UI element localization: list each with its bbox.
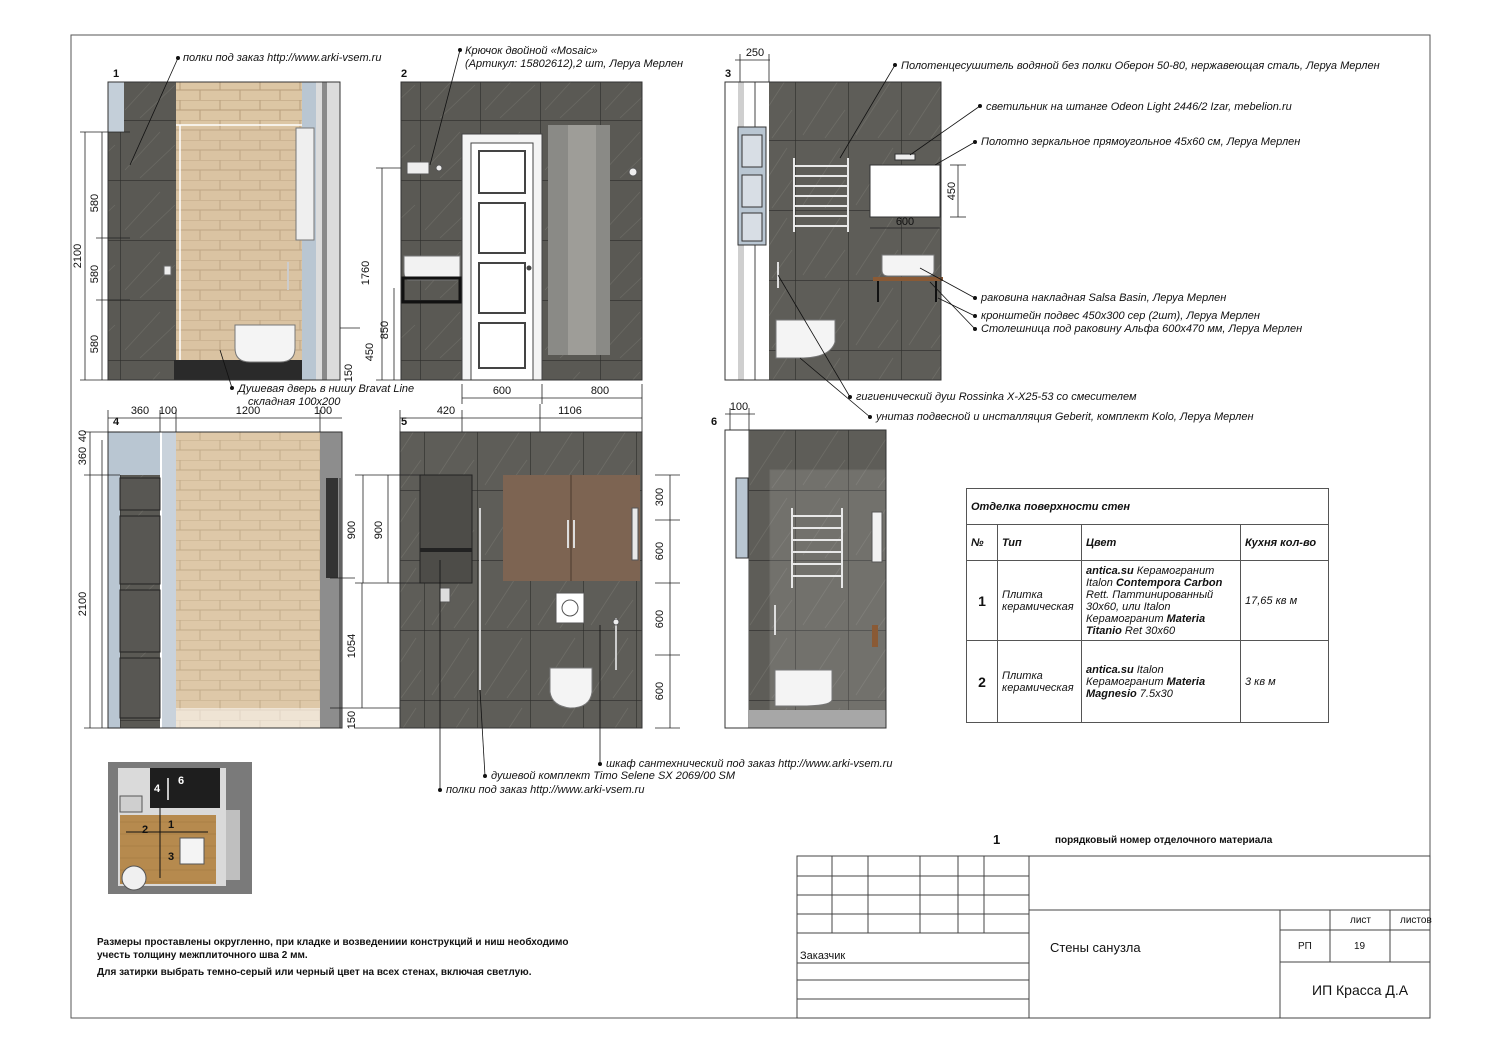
dim-450: 450 (364, 342, 376, 362)
dim-420: 420 (436, 405, 456, 417)
dim-2100: 2100 (72, 243, 84, 269)
dim-1760: 1760 (360, 260, 372, 286)
col-header-qty: Кухня кол-во (1241, 525, 1329, 561)
dim-900-inner: 900 (373, 520, 385, 540)
dim-800: 800 (590, 385, 610, 397)
row-bold-2: Materia Titanio (1086, 612, 1206, 637)
view-3-elevation (725, 82, 943, 380)
row-text-1: Italon Керамогранит (1086, 663, 1167, 688)
row-bold-1: Contempora Carbon (1115, 576, 1223, 589)
table-row (967, 561, 1329, 641)
plan-label-1: 1 (168, 819, 175, 831)
dim-580-bottom: 580 (89, 334, 101, 354)
dim-1106: 1106 (558, 405, 582, 417)
plan-label-3: 3 (168, 851, 175, 863)
row-brand: antica.su (1086, 564, 1134, 577)
callout-countertop: Столешница под раковину Альфа 600х470 мм, Леруа Мерлен (981, 323, 1303, 335)
dim-40: 40 (77, 429, 89, 443)
dim-150-view5: 150 (346, 710, 358, 730)
dim-2100-view4: 2100 (77, 591, 89, 617)
stamp-stage: РП (1298, 941, 1312, 952)
view-6-number: 6 (711, 416, 718, 428)
finish-table (966, 488, 1329, 723)
callout-cabinet: шкаф сантехнический под заказ http://www.arki-vsem.ru (606, 758, 893, 770)
finish-table-wrap (966, 488, 1329, 723)
dim-100-right: 100 (313, 405, 333, 417)
callout-towel-warmer: Полотенцесушитель водяной без полки Оберон 50-80, нержавеющая сталь, Леруа Мерлен (901, 60, 1380, 72)
dim-600-mirror: 600 (895, 216, 915, 228)
row-num: 2 (967, 641, 998, 723)
callout-shelves-top: полки под заказ http://www.arki-vsem.ru (183, 52, 382, 64)
callout-hygienic-shower: гигиенический душ Rossinka X-X25-53 со смесителем (856, 391, 1137, 403)
row-text-3: Ret 30x60 (1121, 624, 1176, 637)
view-6-elevation (725, 430, 886, 728)
callout-shower-door-line1: Душевая дверь в нишу Bravat Line (238, 383, 415, 395)
dim-600-a: 600 (654, 541, 666, 561)
note-line-1: Размеры проставлены округленно, при кладке и возведениии конструкций и ниш необходимо (97, 937, 569, 948)
dim-100-view6: 100 (729, 401, 749, 413)
dim-150: 150 (343, 363, 355, 383)
row-num: 1 (967, 561, 998, 641)
dim-450-mirror: 450 (946, 181, 958, 201)
row-color (1082, 641, 1241, 723)
dim-900-outer: 900 (346, 520, 358, 540)
stamp-company: ИП Красса Д.А (1312, 982, 1409, 998)
dim-360: 360 (130, 405, 150, 417)
callout-shower-set: душевой комплект Timo Selene SX 2069/00 SM (491, 770, 736, 782)
row-text-1: Керамогранит Italon (1086, 564, 1215, 589)
dim-600-c: 600 (654, 681, 666, 701)
dim-1200: 1200 (235, 405, 261, 417)
callout-mirror: Полотно зеркальное прямоугольное 45х60 см, Леруа Мерлен (981, 136, 1301, 148)
dim-580-top: 580 (89, 193, 101, 213)
plan-label-6: 6 (178, 775, 185, 787)
note-line-2: учесть толщину межплиточного шва 2 мм. (97, 950, 308, 961)
finish-table-title: Отделка поверхности стен (967, 489, 1329, 525)
row-type: Плитка керамическая (998, 641, 1082, 723)
note-line-3: Для затирки выбрать темно-серый или черный цвет на всех стенах, включая светлую. (97, 967, 532, 978)
legend-number: 1 (993, 832, 1001, 847)
callout-hook-line2: (Артикул: 15802612),2 шт, Леруа Мерлен (465, 58, 684, 70)
plan-label-4: 4 (154, 783, 161, 795)
dim-100: 100 (158, 405, 178, 417)
callout-lamp: светильник на штанге Odeon Light 2446/2 Izar, mebelion.ru (986, 101, 1292, 113)
dim-580-mid: 580 (89, 264, 101, 284)
dim-600-b: 600 (654, 609, 666, 629)
view-3-number: 3 (725, 68, 732, 80)
callout-sink: раковина накладная Salsa Basin, Леруа Мерлен (981, 292, 1227, 304)
stamp-sheet-label: лист (1350, 915, 1372, 926)
callout-shelves-bottom: полки под заказ http://www.arki-vsem.ru (446, 784, 645, 796)
row-text-2: Rett. Паттинированный 30х60, или Italon Керамогранит (1086, 588, 1214, 625)
col-header-color: Цвет (1082, 525, 1241, 561)
stamp-sheets-label: листов (1400, 915, 1432, 926)
dim-1054: 1054 (346, 633, 358, 659)
stamp-title: Стены санузла (1050, 940, 1141, 955)
row-type: Плитка керамическая (998, 561, 1082, 641)
dim-300: 300 (654, 487, 666, 507)
dim-850: 850 (379, 320, 391, 340)
dim-600-door: 600 (492, 385, 512, 397)
legend-text: порядковый номер отделочного материала (1055, 835, 1273, 846)
stamp-customer: Заказчик (800, 950, 846, 962)
view-5-elevation (400, 432, 642, 728)
view-1-number: 1 (113, 68, 120, 80)
row-text-2: 7.5x30 (1136, 687, 1173, 700)
table-row (967, 641, 1329, 723)
row-qty: 3 кв м (1241, 641, 1329, 723)
view-4-number: 4 (113, 416, 120, 428)
callout-shower-door-line2: складная 100х200 (248, 396, 341, 408)
view-4-elevation (108, 432, 342, 728)
row-color (1082, 561, 1241, 641)
row-qty: 17,65 кв м (1241, 561, 1329, 641)
row-bold-1: Materia Magnesio (1086, 675, 1206, 700)
plan-label-2: 2 (142, 824, 149, 836)
callout-toilet: унитаз подвесной и инсталляция Geberit, комплект Kolo, Леруа Мерлен (876, 411, 1254, 423)
callout-hook-line1: Крючок двойной «Mosaic» (465, 45, 598, 57)
callout-bracket: кронштейн подвес 450х300 сер (2шт), Леруа Мерлен (981, 310, 1260, 322)
dim-250: 250 (745, 47, 765, 59)
view-2-number: 2 (401, 68, 408, 80)
dim-360-vertical: 360 (77, 446, 89, 466)
stamp-sheet-number: 19 (1354, 941, 1366, 952)
view-2-elevation (401, 82, 642, 380)
col-header-type: Тип (998, 525, 1082, 561)
view-5-number: 5 (401, 416, 408, 428)
col-header-num: № (967, 525, 998, 561)
view-1-elevation (108, 82, 340, 380)
row-brand: antica.su (1086, 663, 1134, 676)
